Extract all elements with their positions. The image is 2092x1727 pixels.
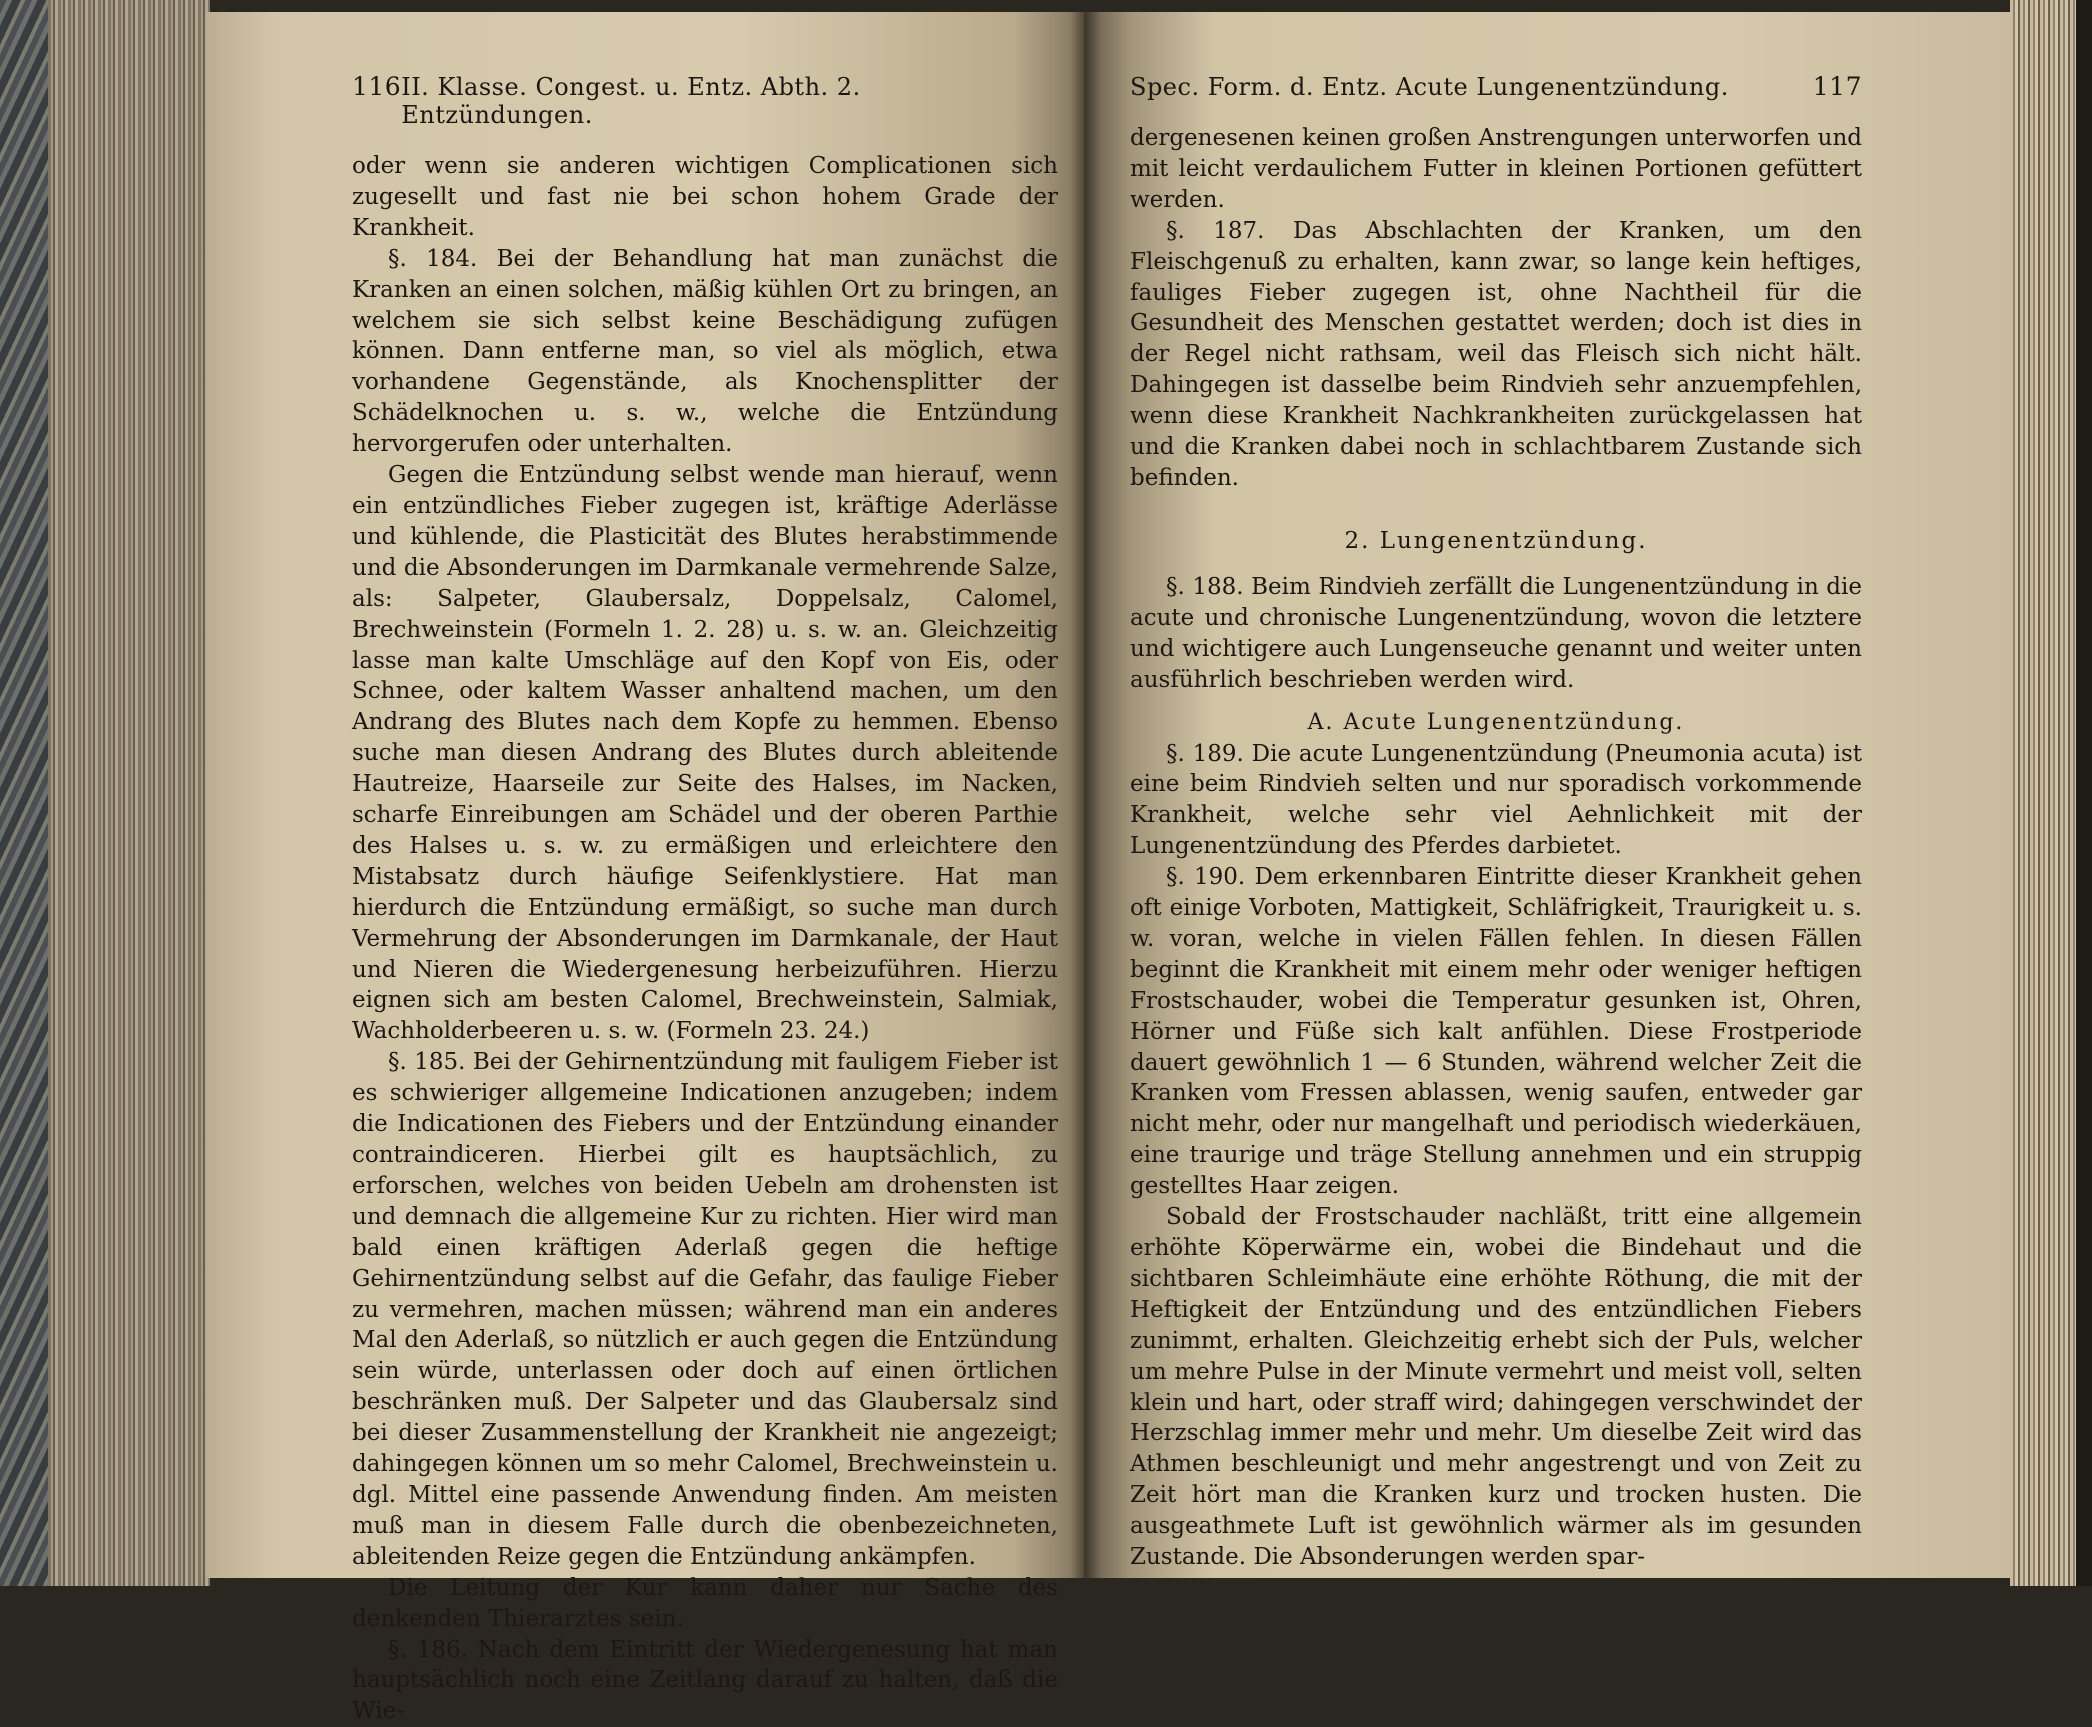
paragraph: §. 188. Beim Rindvieh zerfällt die Lungenentzündung in die acute und chronische Lungenentzündung, wovon die letztere und wichtigere auch Lungenseuche genannt und weiter unten ausführlich beschrieben werden wird.: [1130, 572, 1862, 696]
right-page: [1084, 12, 2012, 1578]
paragraph: dergenesenen keinen großen Anstrengungen unterworfen und mit leicht verdaulichem Futter in kleinen Portionen gefüttert werden.: [1130, 123, 1862, 216]
right-page-stack: [2010, 0, 2092, 1586]
left-page-stack: [48, 0, 210, 1586]
paragraph: §. 189. Die acute Lungenentzündung (Pneumonia acuta) ist eine beim Rindvieh selten und nur sporadisch vorkommende Krankheit, welche sehr viel Aehnlichkeit mit der Lungenentzündung des Pferdes darbietet.: [1130, 739, 1862, 863]
marbled-book-edge: [0, 0, 50, 1586]
right-header-title: Spec. Form. d. Entz. Acute Lungenentzündung.: [1130, 73, 1729, 101]
paragraph: §. 187. Das Abschlachten der Kranken, um den Fleischgenuß zu erhalten, kann zwar, so lange kein heftiges, fauliges Fieber zugegen ist, ohne Nachtheil für die Gesundheit des Menschen gestattet werden; doch ist dies in der Regel nicht rathsam, weil das Fleisch sich nicht hält. Dahingegen ist dasselbe beim Rindvieh sehr anzuempfehlen, wenn diese Krankheit Nachkrankheiten zurückgelassen hat und die Kranken dabei noch in schlachtbarem Zustande sich befinden.: [1130, 216, 1862, 494]
left-page: [206, 12, 1084, 1578]
paragraph: §. 185. Bei der Gehirnentzündung mit fauligem Fieber ist es schwieriger allgemeine Indicationen anzugeben; indem die Indicationen des Fiebers und der Entzündung einander contraindiceren. Hierbei gilt es hauptsächlich, zu erforschen, welches von beiden Uebeln am drohensten ist und demnach die allgemeine Kur zu richten. Hier wird man bald einen kräftigen Aderlaß gegen die heftige Gehirnentzündung selbst auf die Gefahr, das faulige Fieber zu vermehren, machen müssen; während man ein anderes Mal den Aderlaß, so nützlich er auch gegen die Entzündung sein würde, unterlassen oder doch auf einen örtlichen beschränken muß. Der Salpeter und das Glaubersalz sind bei dieser Zusammenstellung der Krankheit nie angezeigt; dahingegen können um so mehr Calomel, Brechweinstein u. dgl. Mittel eine passende Anwendung finden. Am meisten muß man in diesem Falle durch die obenbezeichneten, ableitenden Reize gegen die Entzündung ankämpfen.: [352, 1047, 1058, 1572]
section-heading: 2. Lungenentzündung.: [1130, 528, 1862, 554]
paragraph: Die Leitung der Kur kann daher nur Sache des denkenden Thierarztes sein.: [352, 1573, 1058, 1635]
right-page-body: [1130, 123, 1862, 1573]
paragraph: §. 184. Bei der Behandlung hat man zunächst die Kranken an einen solchen, mäßig kühlen Ort zu bringen, an welchem sie sich selbst keine Beschädigung zufügen können. Dann entferne man, so viel als möglich, etwa vorhandene Gegenstände, als Knochensplitter der Schädelknochen u. s. w., welche die Entzündung hervorgerufen oder unterhalten.: [352, 244, 1058, 460]
left-running-head: [352, 72, 1058, 129]
right-running-head: [1130, 72, 1862, 101]
left-page-number: 116: [352, 72, 401, 101]
left-header-title: II. Klasse. Congest. u. Entz. Abth. 2. Entzündungen.: [401, 73, 1058, 129]
book-gutter: [1070, 12, 1100, 1578]
paragraph: §. 186. Nach dem Eintritt der Wiedergenesung hat man hauptsächlich noch eine Zeitlang darauf zu halten, daß die Wie-: [352, 1635, 1058, 1727]
paragraph: Gegen die Entzündung selbst wende man hierauf, wenn ein entzündliches Fieber zugegen ist, kräftige Aderlässe und kühlende, die Plasticität des Blutes herabstimmende und die Absonderungen im Darmkanale vermehrende Salze, als: Salpeter, Glaubersalz, Doppelsalz, Calomel, Brechweinstein (Formeln 1. 2. 28) u. s. w. an. Gleichzeitig lasse man kalte Umschläge auf den Kopf von Eis, oder Schnee, oder kaltem Wasser anhaltend machen, um den Andrang des Blutes nach dem Kopfe zu hemmen. Ebenso suche man diesen Andrang des Blutes durch ableitende Hautreize, Haarseile zur Seite des Halses, im Nacken, scharfe Einreibungen am Schädel und der oberen Parthie des Halses u. s. w. zu ermäßigen und erleichtere den Mistabsatz durch häufige Seifenklystiere. Hat man hierdurch die Entzündung ermäßigt, so suche man durch Vermehrung der Absonderungen im Darmkanale, der Haut und Nieren die Wiedergenesung herbeizuführen. Hierzu eignen sich am besten Calomel, Brechweinstein, Salmiak, Wachholderbeeren u. s. w. (Formeln 23. 24.): [352, 460, 1058, 1047]
subsection-heading: A. Acute Lungenentzündung.: [1130, 710, 1862, 735]
right-page-number: 117: [1813, 72, 1862, 101]
paragraph: Sobald der Frostschauder nachläßt, tritt eine allgemein erhöhte Köperwärme ein, wobei die Bindehaut und die sichtbaren Schleimhäute eine erhöhte Röthung, die mit der Heftigkeit der Entzündung und des entzündlichen Fiebers zunimmt, erhalten. Gleichzeitig erhebt sich der Puls, welcher um mehre Pulse in der Minute vermehrt und meist voll, selten klein und hart, oder straff wird; dahingegen verschwindet der Herzschlag immer mehr und mehr. Um dieselbe Zeit wird das Athmen beschleunigt und mehr angestrengt und von Zeit zu Zeit hört man die Kranken kurz und trocken husten. Die ausgeathmete Luft ist gewöhnlich wärmer als im gesunden Zustande. Die Absonderungen werden spar-: [1130, 1202, 1862, 1573]
paragraph: oder wenn sie anderen wichtigen Complicationen sich zugesellt und fast nie bei schon hohem Grade der Krankheit.: [352, 151, 1058, 244]
paragraph: §. 190. Dem erkennbaren Eintritte dieser Krankheit gehen oft einige Vorboten, Mattigkeit, Schläfrigkeit, Traurigkeit u. s. w. voran, welche in vielen Fällen fehlen. In diesen Fällen beginnt die Krankheit mit einem mehr oder weniger heftigen Frostschauder, wobei die Temperatur gesunken ist, Ohren, Hörner und Füße sich kalt anfühlen. Diese Frostperiode dauert gewöhnlich 1 — 6 Stunden, während welcher Zeit die Kranken vom Fressen ablassen, wenig saufen, entweder gar nicht mehr, oder nur mangelhaft und periodisch wiederkäuen, eine traurige und träge Stellung annehmen und ein struppig gestelltes Haar zeigen.: [1130, 862, 1862, 1202]
left-page-body: [352, 151, 1058, 1727]
